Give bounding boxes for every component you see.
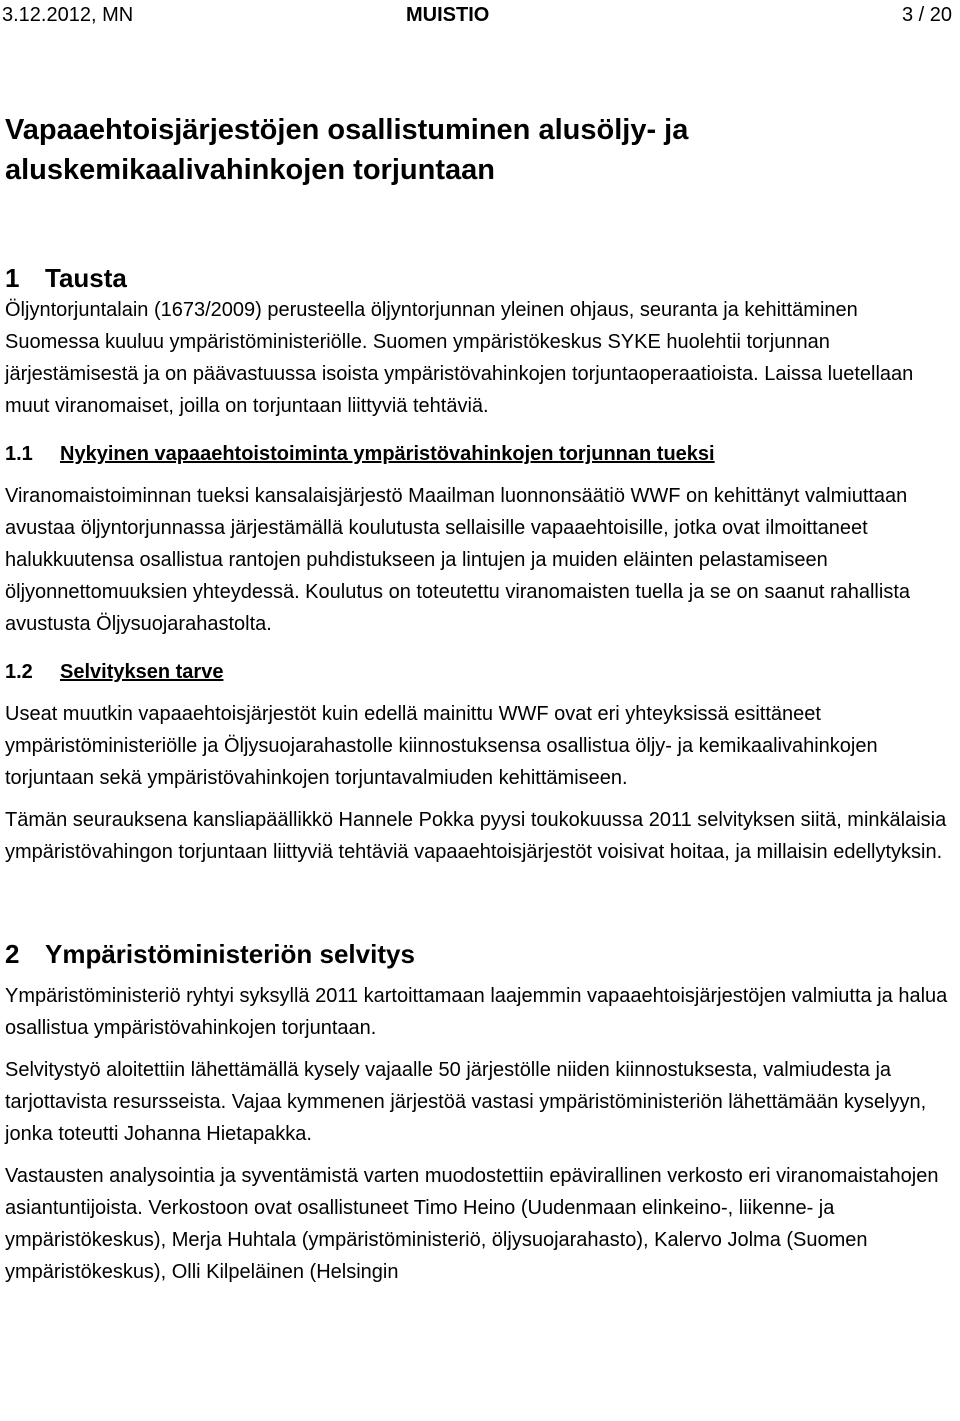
section-1-1-number: 1.1: [5, 443, 33, 465]
section-1-1-title: Nykyinen vapaaehtoistoiminta ympäristövahinkojen torjunnan tueksi: [60, 443, 715, 465]
section-2-heading: [5, 938, 950, 970]
section-1-2-title: Selvityksen tarve: [60, 661, 224, 683]
section-1-title: Tausta: [45, 263, 127, 293]
section-1-2-paragraph-1: Useat muutkin vapaaehtoisjärjestöt kuin edellä mainittu WWF ovat eri yhteyksissä esittäneet ympäristöministeriölle ja Öljysuojarahastolle kiinnostuksensa osallistua öljy- ja kemikaalivahinkojen torjuntaan sekä ympäristövahinkojen torjuntavalmiuden kehittämiseen.: [5, 703, 878, 789]
section-1-1-paragraph: Viranomaistoiminnan tueksi kansalaisjärjestö Maailman luonnonsäätiö WWF on kehittänyt valmiuttaan avustaa öljyntorjunnassa järjestämällä koulutusta sellaisille vapaaehtoisille, jotka ovat ilmoittaneet halukkuutensa osallistua rantojen puhdistukseen ja lintujen ja muiden eläinten pelastamiseen öljyonnettomuuksien yhteydessä. Koulutus on toteutettu viranomaisten tuella ja se on saanut rahallista avustusta Öljysuojarahastolta.: [5, 485, 910, 635]
section-1-2-number: 1.2: [5, 661, 33, 683]
section-1-2-heading: [5, 656, 950, 688]
header-page-number: 3 / 20: [901, 4, 952, 26]
section-2-paragraph-2: Selvitystyö aloitettiin lähettämällä kysely vajaalle 50 järjestölle niiden kiinnostuksesta, valmiudesta ja tarjottavista resursseista. Vajaa kymmenen järjestöä vastasi ympäristöministeriön lähettämään kyselyyn, jonka toteutti Johanna Hietapakka.: [5, 1059, 927, 1145]
header-doc-type: MUISTIO: [406, 4, 490, 26]
page-header: [0, 0, 952, 30]
header-date: 3.12.2012, MN: [2, 4, 134, 26]
section-1-paragraph: Öljyntorjuntalain (1673/2009) perusteella öljyntorjunnan yleinen ohjaus, seuranta ja kehittäminen Suomessa kuuluu ympäristöministeriölle. Suomen ympäristökeskus SYKE huolehtii torjunnan järjestämisestä ja on päävastuussa isoista ympäristövahinkojen torjuntaoperaatioista. Laissa luetellaan muut viranomaiset, joilla on torjuntaan liittyviä tehtäviä.: [5, 299, 914, 417]
section-2-paragraph-1: Ympäristöministeriö ryhtyi syksyllä 2011 kartoittamaan laajemmin vapaaehtoisjärjestöjen valmiutta ja halua osallistua ympäristövahinkojen torjuntaan.: [5, 985, 948, 1039]
section-2-title: Ympäristöministeriön selvitys: [45, 939, 415, 969]
section-1-2-paragraph-2: Tämän seurauksena kansliapäällikkö Hannele Pokka pyysi toukokuussa 2011 selvityksen siitä, minkälaisia ympäristövahingon torjuntaan liittyviä tehtäviä vapaaehtoisjärjestöt voisivat hoitaa, ja millaisin edellytyksin.: [5, 809, 947, 863]
section-1-1-heading: [5, 438, 950, 470]
document-body: [5, 110, 950, 1288]
section-2-number: 2: [5, 939, 20, 969]
section-1-heading: [5, 262, 950, 294]
section-1-number: 1: [5, 263, 20, 293]
document-title: Vapaaehtoisjärjestöjen osallistuminen alusöljy- ja aluskemikaalivahinkojen torjuntaan: [5, 114, 689, 186]
section-2-paragraph-3: Vastausten analysointia ja syventämistä varten muodostettiin epävirallinen verkosto eri viranomaistahojen asiantuntijoista. Verkostoon ovat osallistuneet Timo Heino (Uudenmaan elinkeino-, liikenne- ja ympäristökeskus), Merja Huhtala (ympäristöministeriö, öljysuojarahasto), Kalervo Jolma (Suomen ympäristökeskus), Olli Kilpeläinen (Helsingin: [5, 1165, 939, 1283]
